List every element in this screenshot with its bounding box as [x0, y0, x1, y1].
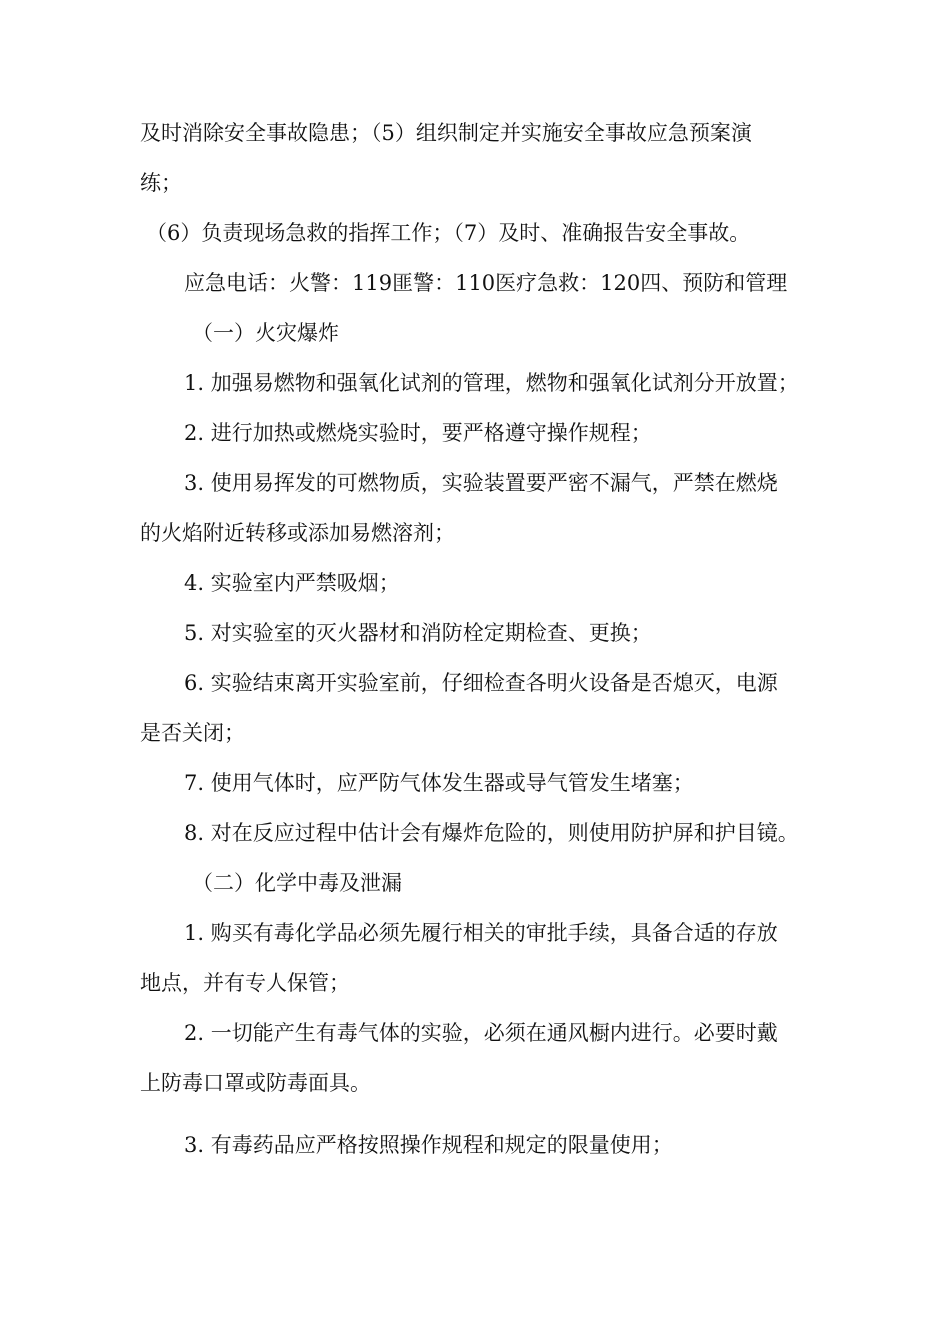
- list-item: 2. 一切能产生有毒气体的实验，必须在通风橱内进行。必要时戴: [184, 1021, 778, 1045]
- list-item: 2. 进行加热或燃烧实验时，要严格遵守操作规程；: [184, 421, 652, 445]
- text-line: 的火焰附近转移或添加易燃溶剂；: [140, 521, 455, 545]
- section-heading: （一）火灾爆炸: [192, 321, 339, 345]
- list-item: 8. 对在反应过程中估计会有爆炸危险的，则使用防护屏和护目镜。: [184, 821, 799, 845]
- list-item: 6. 实验结束离开实验室前，仔细检查各明火设备是否熄灭，电源: [184, 671, 778, 695]
- text-line: 地点，并有专人保管；: [140, 971, 350, 995]
- list-item: 1. 购买有毒化学品必须先履行相关的审批手续，具备合适的存放: [184, 921, 778, 945]
- text-line: 及时消除安全事故隐患；（5）组织制定并实施安全事故应急预案演: [140, 121, 752, 145]
- list-item: 4. 实验室内严禁吸烟；: [184, 571, 400, 595]
- text-line: 上防毒口罩或防毒面具。: [140, 1071, 371, 1095]
- list-item: 5. 对实验室的灭火器材和消防栓定期检查、更换；: [184, 621, 652, 645]
- text-line: （6）负责现场急救的指挥工作；（7）及时、准确报告安全事故。: [146, 221, 751, 245]
- section-heading: （二）化学中毒及泄漏: [192, 871, 402, 895]
- text-line: 练；: [140, 171, 182, 195]
- list-item: 3. 有毒药品应严格按照操作规程和规定的限量使用；: [184, 1133, 673, 1157]
- text-line: 应急电话：火警：119匪警：110医疗急救：120四、预防和管理: [184, 271, 788, 295]
- list-item: 7. 使用气体时，应严防气体发生器或导气管发生堵塞；: [184, 771, 694, 795]
- text-line: 是否关闭；: [140, 721, 245, 745]
- list-item: 1. 加强易燃物和强氧化试剂的管理，燃物和强氧化试剂分开放置；: [184, 371, 799, 395]
- list-item: 3. 使用易挥发的可燃物质，实验装置要严密不漏气，严禁在燃烧: [184, 471, 778, 495]
